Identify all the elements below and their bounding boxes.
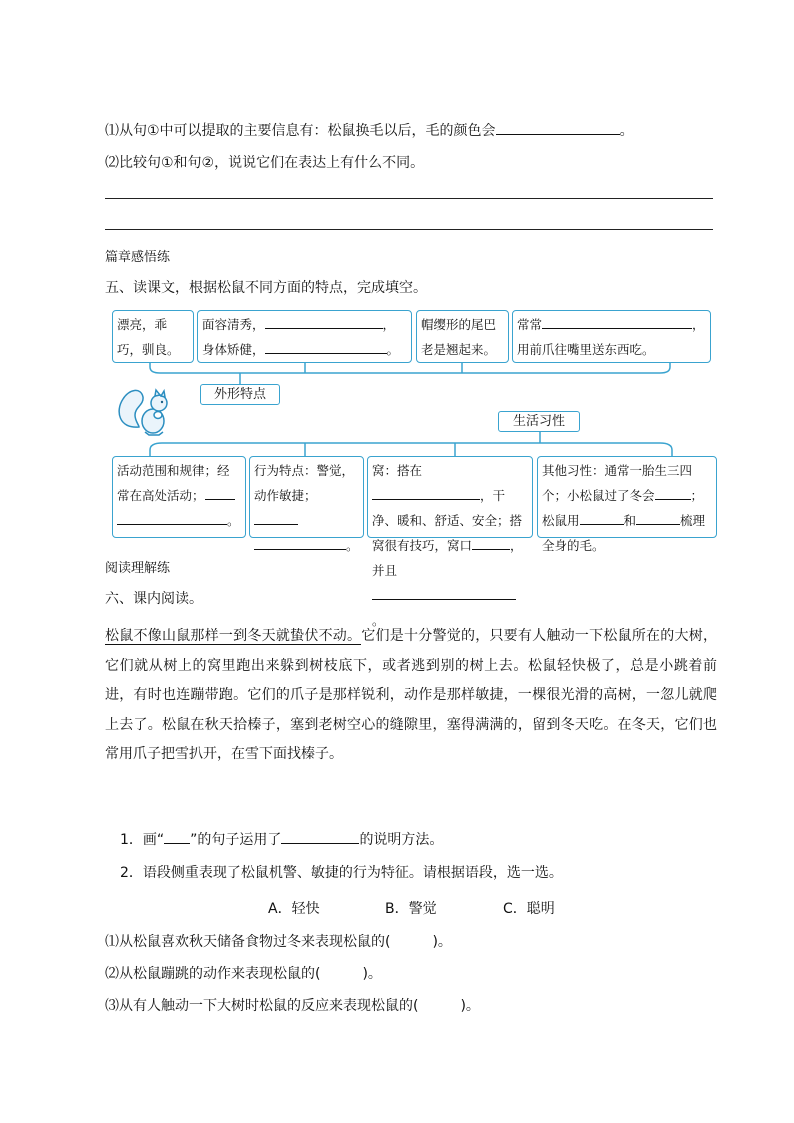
appearance-box-3: 帽缨形的尾巴老是翘起来。 bbox=[416, 310, 509, 363]
habit-box-4: 其他习性：通常一胎生三四个；小松鼠过了冬会 ；松鼠用 和 梳理全身的毛。 bbox=[537, 456, 717, 538]
section-title-pianzhang: 篇章感悟练 bbox=[105, 250, 171, 265]
option-a[interactable]: A．轻快 bbox=[268, 901, 320, 917]
answer-blank[interactable] bbox=[117, 512, 227, 525]
option-c[interactable]: C．聪明 bbox=[503, 901, 555, 917]
answer-blank[interactable] bbox=[580, 512, 624, 525]
question-6-title: 六、课内阅读。 bbox=[105, 591, 203, 607]
option-b[interactable]: B．警觉 bbox=[385, 901, 437, 917]
q6-sub-3: ⑶从有人触动一下大树时松鼠的反应来表现松鼠的( )。 bbox=[105, 998, 480, 1014]
q4-item-2: ⑵比较句①和句②，说说它们在表达上有什么不同。 bbox=[105, 155, 425, 171]
answer-blank[interactable] bbox=[372, 587, 516, 600]
appearance-box-1: 漂亮，乖巧，驯良。 bbox=[112, 310, 194, 363]
underline-sample bbox=[164, 831, 190, 844]
appearance-box-4: 常常 ，用前爪往嘴里送东西吃。 bbox=[512, 310, 711, 363]
answer-blank[interactable] bbox=[655, 487, 691, 500]
squirrel-icon bbox=[113, 377, 177, 441]
appearance-box-2: 面容清秀， ，身体矫健， 。 bbox=[197, 310, 412, 363]
habit-box-2: 行为特点：警觉，动作敏捷；。 bbox=[249, 456, 364, 538]
reading-passage: 松鼠不像山鼠那样一到冬天就蛰伏不动。它们是十分警觉的，只要有人触动一下松鼠所在的大树，它们就从树上的窝里跑出来躲到树枝底下，或者逃到别的树上去。松鼠轻快极了，总是小跳着前进，有时也连蹦带跑。它们的爪子是那样锐利，动作是那样敏捷，一棵很光滑的高树，一忽儿就爬上去了。松鼠在秋天拾榛子，塞到老树空心的缝隙里，塞得满满的，留到冬天吃。在冬天，它们也常用爪子把雪扒开，在雪下面找榛子。 bbox=[105, 628, 718, 762]
answer-blank[interactable] bbox=[254, 512, 298, 525]
answer-blank[interactable] bbox=[254, 537, 346, 550]
underlined-sentence: 松鼠不像山鼠那样一到冬天就蛰伏不动。 bbox=[105, 628, 362, 644]
question-5-title: 五、读课文，根据松鼠不同方面的特点，完成填空。 bbox=[105, 280, 427, 296]
tag-habits: 生活习性 bbox=[498, 411, 580, 432]
q6-sub-2: ⑵从松鼠蹦跳的动作来表现松鼠的( )。 bbox=[105, 966, 382, 982]
q4-item-1: ⑴从句①中可以提取的主要信息有：松鼠换毛以后，毛的颜色会 。 bbox=[105, 123, 634, 139]
q6-sub-1: ⑴从松鼠喜欢秋天储备食物过冬来表现松鼠的( )。 bbox=[105, 934, 452, 950]
section-title-yuedu: 阅读理解练 bbox=[105, 561, 171, 576]
q6-question-2: 2．语段侧重表现了松鼠机警、敏捷的行为特征。请根据语段，选一选。 bbox=[120, 865, 563, 881]
answer-blank[interactable] bbox=[205, 487, 235, 500]
habit-box-3: 窝：搭在，干净、暖和、舒适、安全；搭窝很有技巧，窝口 ，并且。 bbox=[367, 456, 533, 538]
habit-box-1: 活动范围和规律；经常在高处活动；。 bbox=[112, 456, 246, 538]
q6-question-1: 1．画“ ”的句子运用了 的说明方法。 bbox=[120, 832, 444, 848]
answer-blank[interactable] bbox=[281, 831, 359, 844]
answer-blank[interactable] bbox=[636, 512, 680, 525]
tag-appearance: 外形特点 bbox=[200, 384, 280, 405]
answer-blank[interactable] bbox=[372, 487, 480, 500]
answer-blank[interactable] bbox=[472, 537, 510, 550]
